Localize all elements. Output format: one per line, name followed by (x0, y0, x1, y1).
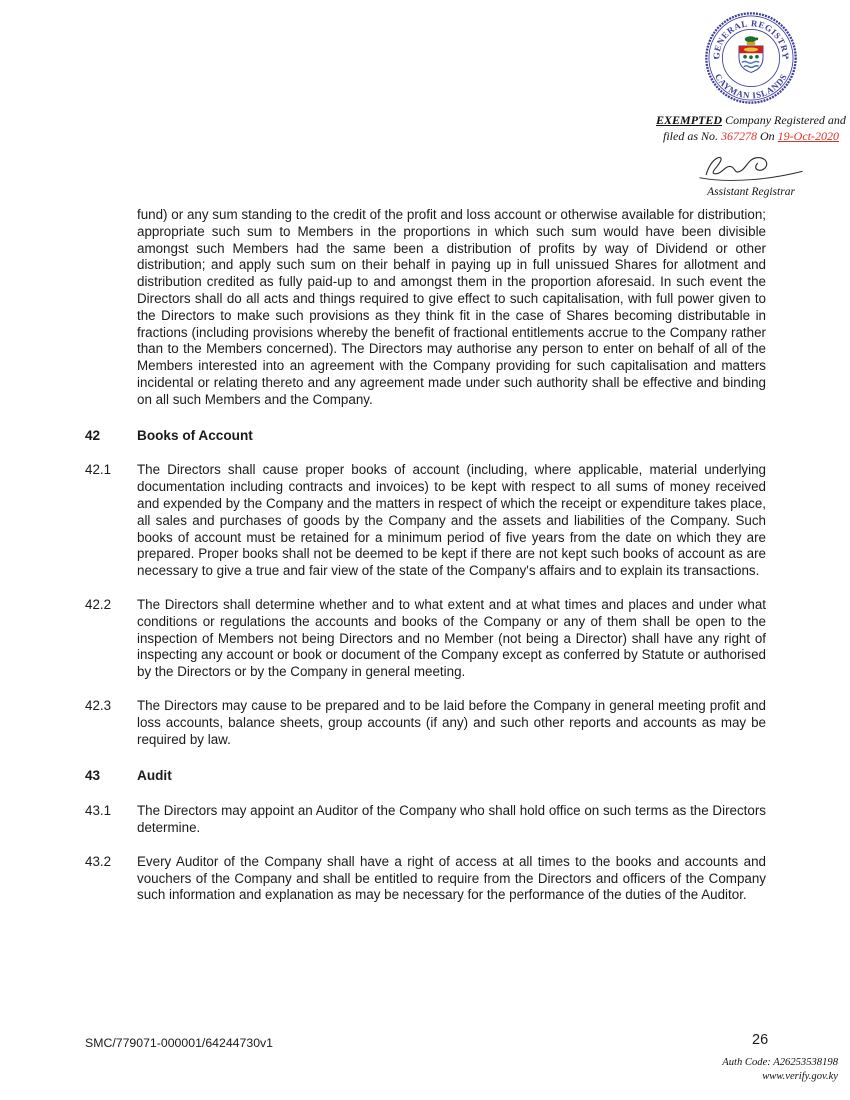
section-title: Audit (137, 768, 172, 784)
section-number: 43 (85, 768, 101, 784)
filing-number: 367278 (721, 128, 757, 143)
clause-text: Every Auditor of the Company shall have a right of access at all times to the books and accounts and vouchers of the Company and shall be entitled to require from the Directors and officers of the Company such information and explanation as may be necessary for the performance of the duties of the Auditor. (137, 853, 766, 903)
stamp-line-2 (652, 129, 850, 145)
on-label: On (757, 128, 778, 143)
section-heading-43 (85, 768, 766, 785)
clause-text: The Directors shall determine whether and to what extent and at what times and places and under what conditions or regulations the accounts and books of the Company or any of them shall be open to the inspection of Members not being Directors and no Member (not being a Director) shall have any right of inspecting any account or book or document of the Company except as conferred by Statute or authorised by the Directors or by the Company in general meeting. (137, 596, 766, 680)
clause-number: 42.2 (85, 596, 112, 612)
verify-url: www.verify.gov.ky (762, 1070, 838, 1082)
svg-text:CAYMAN ISLANDS (713, 72, 789, 101)
clause-text: The Directors may appoint an Auditor of the Company who shall hold office on such terms as the Directors determine. (137, 803, 766, 835)
document-reference: SMC/779071-000001/64244730v1 (85, 1036, 274, 1050)
stamp-line-1 (652, 113, 850, 129)
coat-of-arms-icon (739, 36, 763, 72)
stamp-line1-rest: Company Registered and (722, 113, 846, 127)
section-title: Books of Account (137, 427, 253, 443)
signature-title: Assistant Registrar (707, 186, 795, 198)
auth-code: Auth Code: A26253538198 (722, 1057, 838, 1068)
paragraph-continuation: fund) or any sum standing to the credit of the profit and loss account or otherwise available for distribution; appropriate such sum to Members in the proportions in which such sum would have been divisible amongst such Members had the same been a distribution of profits by way of Dividend or other distribution; and apply such sum on their behalf in paying up in full unissued Shares for allotment and distribution credited as fully paid-up to and amongst them in the proportion aforesaid. In such event the Directors shall do all acts and things required to give effect to such capitalisation, with full power given to the Directors to make such provisions as they think fit in the case of Shares becoming distributable in fractions (including provisions whereby the benefit of fractional entitlements accrue to the Company rather than to the Members concerned). The Directors may authorise any person to enter on behalf of all of the Members interested into an agreement with the Company providing for such capitalisation and matters incidental or relating thereto and any agreement made under such authority shall be effective and binding on all such Members and the Company. (137, 207, 766, 407)
clause-number: 42.1 (85, 462, 112, 478)
page-number: 26 (752, 1032, 769, 1048)
clause-42-2 (85, 597, 766, 681)
clause-text: The Directors shall cause proper books of account (including, where applicable, material underlying documentation including contracts and invoices) to be kept with respect to all sums of money received and expended by the Company and the matters in respect of which the receipt or expenditure takes place, all sales and purchases of goods by the Company and the assets and liabilities of the Company. Such books of account must be retained for a minimum period of five years from the date on which they are prepared. Proper books shall not be deemed to be kept if there are not kept such books of account as are necessary to give a true and fair view of the state of the Company's affairs and to explain its transactions. (137, 462, 766, 579)
registrar-signature (695, 149, 807, 185)
filed-as-label: filed as No. (662, 128, 721, 143)
section-heading-42 (85, 428, 766, 445)
clause-number: 43.1 (85, 803, 112, 819)
exempted-label: EXEMPTED (656, 113, 723, 127)
clause-text: The Directors may cause to be prepared and to be laid before the Company in general meeting profit and loss accounts, balance sheets, group accounts (if any) and such other reports and accounts as may be required by law. (137, 697, 766, 747)
clause-43-2 (85, 854, 766, 904)
document-body (85, 207, 766, 921)
clause-42-3 (85, 698, 766, 748)
clause-number: 42.3 (85, 697, 112, 713)
filing-date: 19-Oct-2020 (777, 128, 839, 143)
seal-top-text: GENERAL REGISTRY (711, 18, 791, 60)
seal-bottom-text: CAYMAN ISLANDS (713, 71, 789, 101)
clause-42-1 (85, 462, 766, 580)
section-number: 42 (85, 427, 101, 443)
auth-code-block (722, 1056, 838, 1083)
clause-43-1 (85, 803, 766, 837)
registry-stamp (652, 10, 850, 198)
clause-number: 43.2 (85, 853, 112, 869)
general-registry-seal-icon (703, 10, 799, 106)
